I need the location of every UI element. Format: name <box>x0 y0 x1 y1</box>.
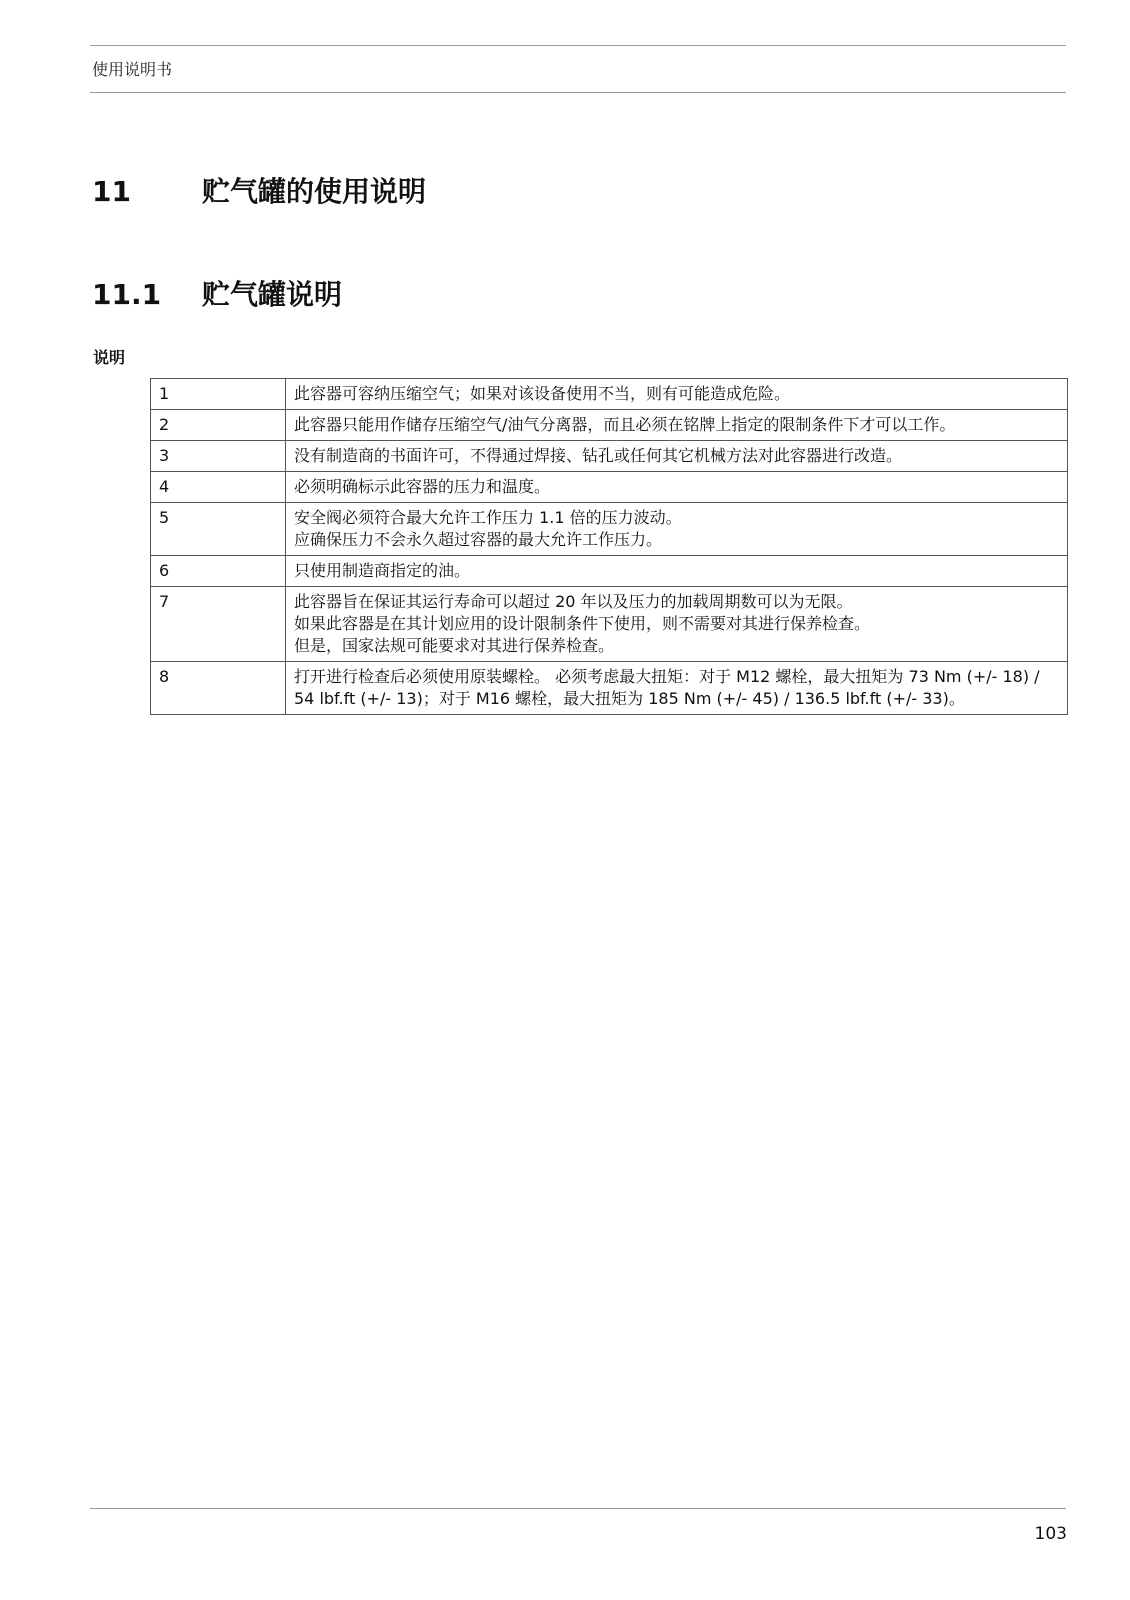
table-row <box>151 379 1068 410</box>
note-number-cell: 3 <box>151 441 286 472</box>
running-header: 使用说明书 <box>92 60 173 79</box>
note-number-cell: 5 <box>151 503 286 556</box>
table-row <box>151 556 1068 587</box>
note-text-line: 应确保压力不会永久超过容器的最大允许工作压力。 <box>294 530 663 549</box>
footer-rule <box>90 1508 1066 1509</box>
note-text-cell <box>286 472 1068 503</box>
note-text-line: 此容器只能用作储存压缩空气/油气分离器，而且必须在铭牌上指定的限制条件下才可以工作。 <box>294 415 956 434</box>
note-text-cell <box>286 503 1068 556</box>
table-row <box>151 410 1068 441</box>
note-text-cell <box>286 556 1068 587</box>
note-text-cell <box>286 587 1068 662</box>
table-row <box>151 441 1068 472</box>
subsection-title: 贮气罐说明 <box>202 278 343 311</box>
note-text-cell <box>286 410 1068 441</box>
table-row <box>151 472 1068 503</box>
notes-table <box>150 378 1068 715</box>
section-title: 贮气罐的使用说明 <box>202 175 427 208</box>
note-text-cell <box>286 441 1068 472</box>
note-number-cell: 6 <box>151 556 286 587</box>
note-text-line: 此容器可容纳压缩空气；如果对该设备使用不当，则有可能造成危险。 <box>294 384 791 403</box>
note-text-line: 但是，国家法规可能要求对其进行保养检查。 <box>294 636 615 655</box>
table-row <box>151 662 1068 715</box>
note-number-cell: 4 <box>151 472 286 503</box>
notes-table-body <box>151 379 1068 715</box>
note-text-line: 打开进行检查后必须使用原装螺栓。 必须考虑最大扭矩：对于 M12 螺栓，最大扭矩为 73 Nm (+/- 18) / 54 lbf.ft (+/- 13)；对于 M16 螺栓，最大扭矩为 185 Nm (+/- 45) / 136.5 lbf.ft (+/- 33)。 <box>294 667 1040 708</box>
table-label: 说明 <box>93 348 126 367</box>
note-text-cell <box>286 379 1068 410</box>
note-text-line: 如果此容器是在其计划应用的设计限制条件下使用，则不需要对其进行保养检查。 <box>294 614 871 633</box>
header-bottom-rule <box>90 92 1066 93</box>
note-number-cell: 8 <box>151 662 286 715</box>
note-number-cell: 1 <box>151 379 286 410</box>
note-number-cell: 7 <box>151 587 286 662</box>
header-top-rule <box>90 45 1066 46</box>
page-number: 103 <box>1034 1524 1067 1544</box>
note-text-line: 必须明确标示此容器的压力和温度。 <box>294 477 551 496</box>
subsection-number: 11.1 <box>92 278 162 311</box>
subsection-heading <box>92 273 342 313</box>
note-text-cell <box>286 662 1068 715</box>
section-heading <box>92 170 426 210</box>
table-row <box>151 503 1068 556</box>
note-number-cell: 2 <box>151 410 286 441</box>
note-text-line: 没有制造商的书面许可，不得通过焊接、钻孔或任何其它机械方法对此容器进行改造。 <box>294 446 903 465</box>
note-text-line: 只使用制造商指定的油。 <box>294 561 471 580</box>
table-row <box>151 587 1068 662</box>
section-number: 11 <box>92 175 131 208</box>
note-text-line: 此容器旨在保证其运行寿命可以超过 20 年以及压力的加载周期数可以为无限。 <box>294 592 853 611</box>
note-text-line: 安全阀必须符合最大允许工作压力 1.1 倍的压力波动。 <box>294 508 682 527</box>
